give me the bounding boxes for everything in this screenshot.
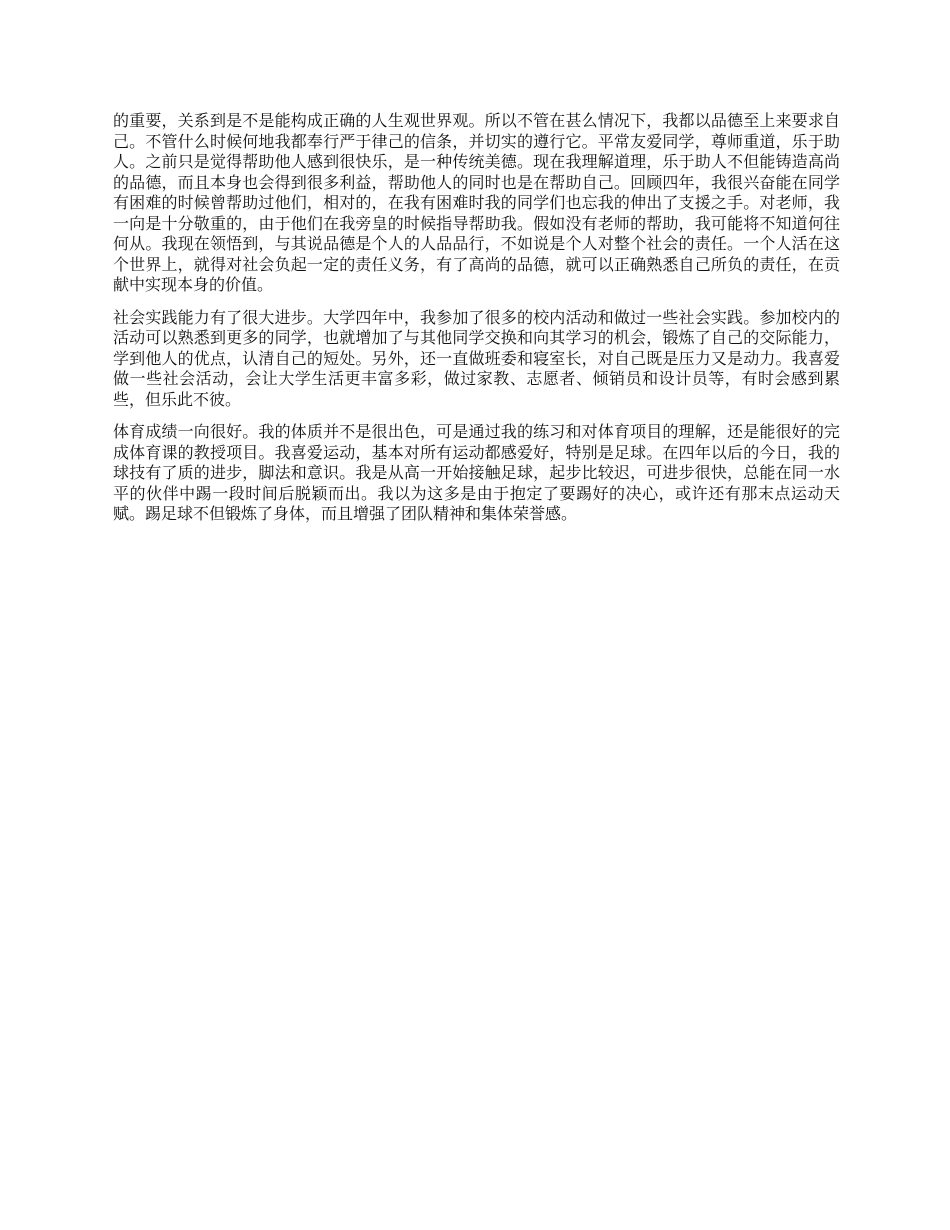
paragraph-sports: 体育成绩一向很好。我的体质并不是很出色，可是通过我的练习和对体育项目的理解，还是能很好的完成体育课的教授项目。我喜爱运动，基本对所有运动都感爱好，特别是足球。在四年以后的今日，我的球技有了质的进步，脚法和意识。我是从高一开始接触足球，起步比较迟，可进步很快，总能在同一水平的伙伴中踢一段时间后脱颖而出。我以为这多是由于抱定了要踢好的决心，或许还有那末点运动天赋。踢足球不但锻炼了身体，而且增强了团队精神和集体荣誉感。: [113, 422, 840, 523]
document-body: [113, 111, 840, 525]
paragraph-social-practice: 社会实践能力有了很大进步。大学四年中，我参加了很多的校内活动和做过一些社会实践。参加校内的活动可以熟悉到更多的同学，也就增加了与其他同学交换和向其学习的机会，锻炼了自己的交际能力，学到他人的优点，认清自己的短处。另外，还一直做班委和寝室长，对自己既是压力又是动力。我喜爱做一些社会活动，会让大学生活更丰富多彩，做过家教、志愿者、倾销员和设计员等，有时会感到累些，但乐此不彼。: [113, 307, 840, 409]
paragraph-character: 的重要，关系到是不是能构成正确的人生观世界观。所以不管在甚么情况下，我都以品德至上来要求自己。不管什么时候何地我都奉行严于律己的信条，并切实的遵行它。平常友爱同学，尊师重道，乐于助人。之前只是觉得帮助他人感到很快乐，是一种传统美德。现在我理解道理，乐于助人不但能铸造高尚的品德，而且本身也会得到很多利益，帮助他人的同时也是在帮助自己。回顾四年，我很兴奋能在同学有困难的时候曾帮助过他们，相对的，在我有困难时我的同学们也忘我的伸出了支援之手。对老师，我一向是十分敬重的，由于他们在我旁皇的时候指导帮助我。假如没有老师的帮助，我可能将不知道何往何从。我现在领悟到，与其说品德是个人的人品品行，不如说是个人对整个社会的责任。一个人活在这个世界上，就得对社会负起一定的责任义务，有了高尚的品德，就可以正确熟悉自己所负的责任，在贡献中实现本身的价值。: [113, 111, 840, 294]
